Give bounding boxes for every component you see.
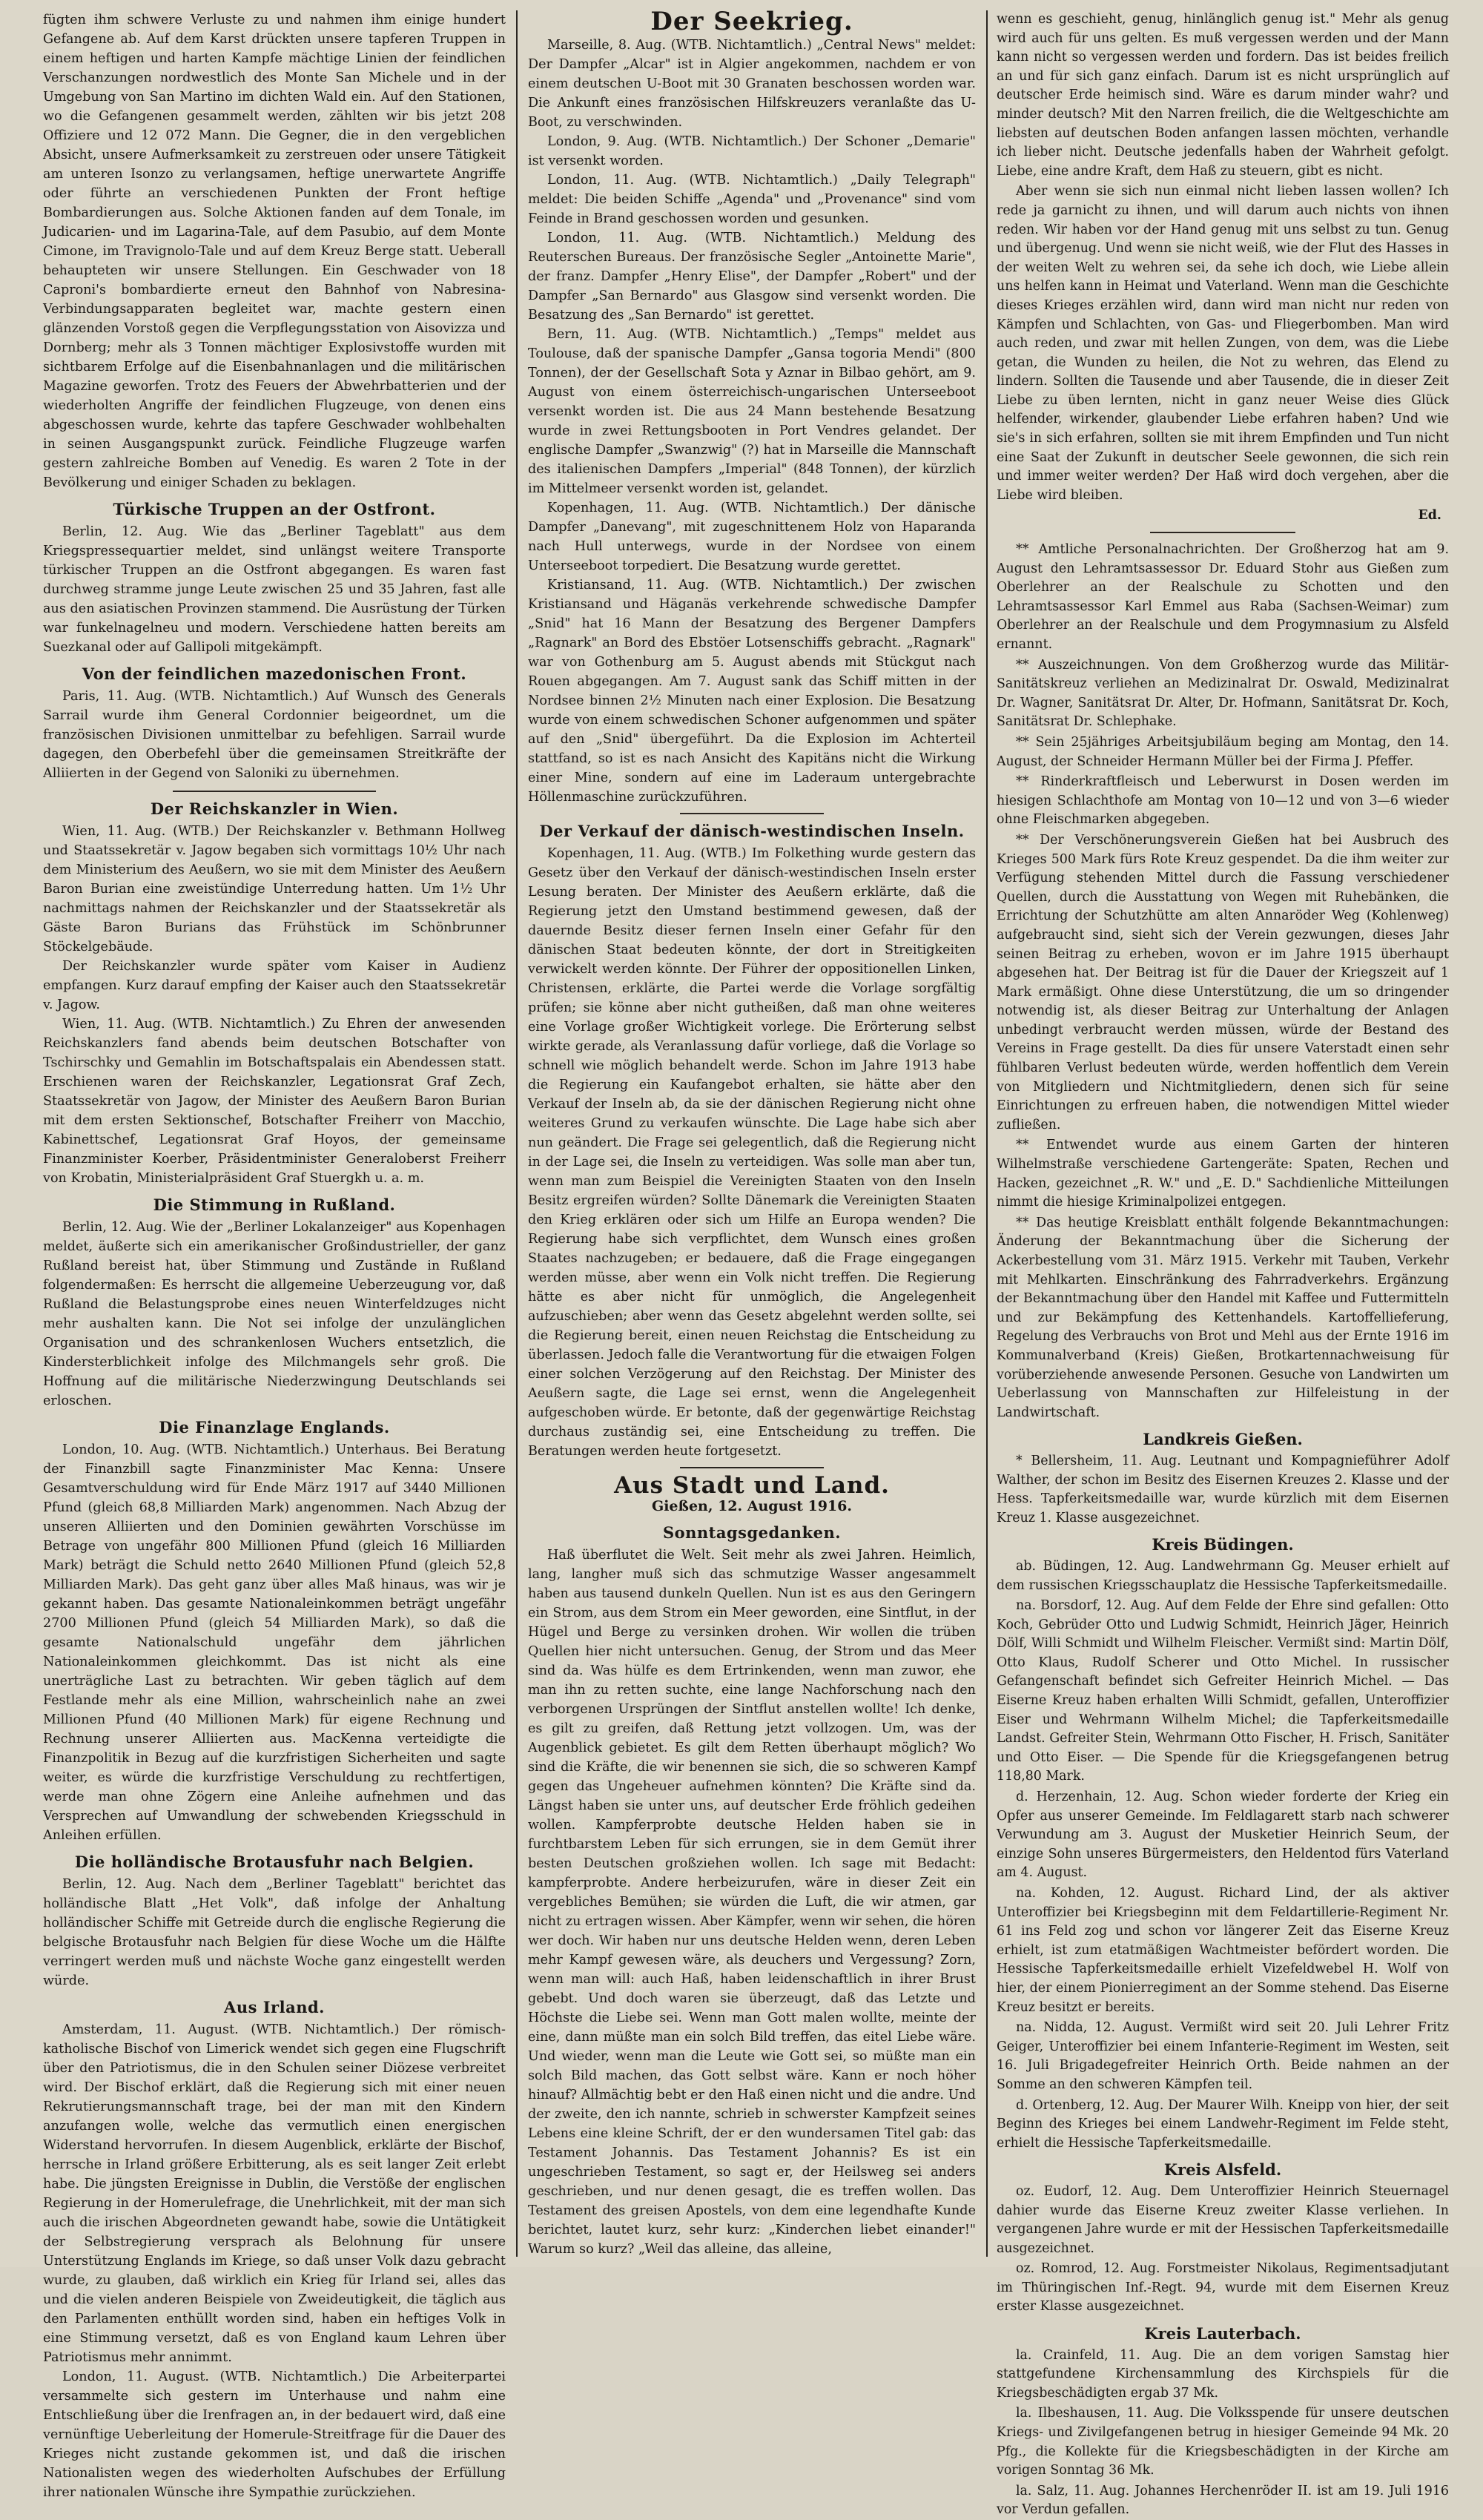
separator-rule xyxy=(680,1467,823,1468)
headline-aus-irland: Aus Irland. xyxy=(224,1998,325,2016)
headline-landkreis-giessen: Landkreis Gießen. xyxy=(1143,1430,1303,1449)
article-seekrieg-3: London, 11. Aug. (WTB. Nichtamtlich.) „Daily Telegraph" meldet: Die beiden Schiffe „Agenda" und „Provenance" sind vom Feinde in Brand geschossen worden und gesunken. xyxy=(528,173,976,226)
notice-arbeitsjubilaeum: ** Sein 25jähriges Arbeitsjubiläum beging am Montag, den 14. August, der Schneider Hermann Müller bei der Firma J. Pfeffer. xyxy=(997,734,1449,769)
notice-verschoenerungsverein: ** Der Verschönerungsverein Gießen hat bei Ausbruch des Krieges 500 Mark fürs Rote Kreuz gespendet. Da die ihm weiter zur Verfügung stehenden Mittel durch die Fassung verschiedener Quellen, durch die Ausstattung von Wegen mit Ruhebänken, die Errichtung der Schutzhütte am alten Annaröder Weg (Kohlenweg) aufgebraucht sind, sieht sich der Verein gezwungen, dieses Jahr seinen Beitrag zu erheben, wovon er im Jahre 1915 überhaupt abgesehen hat. Der Beitrag ist für die Dauer der Kriegszeit auf 1 Mark ermäßigt. Ohne diese Unterstützung, die um so dringender notwendig ist, als dieser Beitrag zur Unterhaltung der Anlagen unbedingt verbraucht werden müssen, würde der Bestand des Vereins in Frage gestellt. Da dies für unsere Vaterstadt einen sehr fühlbaren Verlust bedeuten würde, werden hoffentlich dem Verein von Mitgliedern und Nichtmitgliedern, denen sich für seine Einrichtungen zu erfreuen haben, die notwendigen Mittel wieder zufließen. xyxy=(997,832,1449,1132)
notice-romrod: oz. Romrod, 12. Aug. Forstmeister Nikolaus, Regimentsadjutant im Thüringischen Inf.-Regt. 94, wurde mit dem Eisernen Kreuz erster Klasse ausgezeichnet. xyxy=(997,2261,1449,2315)
headline-verkauf-inseln: Der Verkauf der dänisch-westindischen Inseln. xyxy=(539,822,965,840)
notice-buedingen: ab. Büdingen, 12. Aug. Landwehrmann Gg. Meuser erhielt auf dem russischen Kriegsschauplatz die Hessische Tapferkeitsmedaille. xyxy=(997,1558,1449,1593)
article-reichskanzler-1: Wien, 11. Aug. (WTB.) Der Reichskanzler v. Bethmann Hollweg und Staatssekretär v. Jagow begaben sich vormittags 10½ Uhr nach dem Ministerium des Aeußern, wo sie mit dem Minister des Aeußern Baron Burian eine zweistündige Unterredung hatten. Um 1½ Uhr nachmittags nahmen der Reichskanzler und der Staatssekretär als Gäste Baron Burians das Frühstück im Schönbrunner Stöckelgebäude. xyxy=(43,824,506,954)
notice-borsdorf: na. Borsdorf, 12. Aug. Auf dem Felde der Ehre sind gefallen: Otto Koch, Gebrüder Otto und Ludwig Schmidt, Heinrich Jäger, Heinrich Dölf, Willi Schmidt und Wilhelm Fleischer. Vermißt sind: Martin Dölf, Otto Klaus, Rudolf Scherer und Otto Michel. In russischer Gefangenschaft befindet sich Gefreiter Heinrich Michel. — Das Eiserne Kreuz haben erhalten Willi Schmidt, gefallen, Unteroffizier Eiser und Wehrmann Wilhelm Michel; die Tapferkeitsmedaille Landst. Gefreiter Stein, Wehrmann Otto Fischer, H. Frisch, Sanitäter und Otto Eiser. — Die Spende für die Kriegsgefangenen betrug 118,80 Mark. xyxy=(997,1598,1449,1784)
notice-salz: la. Salz, 11. Aug. Johannes Herchenröder II. ist am 19. Juli 1916 vor Verdun gefallen. xyxy=(997,2483,1449,2518)
notice-personalnachrichten: ** Amtliche Personalnachrichten. Der Großherzog hat am 9. August den Lehramtsassessor Dr. Eduard Stohr aus Gießen zum Oberlehrer an der Realschule zu Schotten und den Lehramtsassessor Karl Emmel aus Raba (Sachsen-Weimar) zum Oberlehrer an der Realschule und dem Progymnasium zu Alsfeld ernannt. xyxy=(997,542,1449,652)
notice-auszeichnungen: ** Auszeichnungen. Von dem Großherzog wurde das Militär-Sanitätskreuz verliehen an Medizinalrat Dr. Oswald, Medizinalrat Dr. Wagner, Sanitätsrat Dr. Alter, Dr. Hofmann, Sanitätsrat Dr. Koch, Sanitätsrat Dr. Schlephake. xyxy=(997,657,1449,730)
article-continuation-italy: fügten ihm schwere Verluste zu und nahmen ihm einige hundert Gefangene ab. Auf dem Karst drückten unsere tapferen Truppen in einem heftigen und harten Kampfe mächtige Linien der feindlichen Verschanzungen nordwestlich des Monte San Michele und in der Umgebung von San Martino im dichten Wald ein. Auf den Stationen, wo die Gefangenen gesammelt werden, zählten wir bis jetzt 208 Offiziere und 12 072 Mann. Die Gegner, die in den vergeblichen Absicht, unsere Aufmerksamkeit zu zerstreuen oder unsere Tätigkeit am unteren Isonzo zu verlangsamen, heftige unerwartete Angriffe oder führte an verschiedenen Punkten der Front heftige Bombardierungen aus. Solche Aktionen fanden auf dem Tonale, im Judicarien- und im Lagarina-Tale, auf dem Pasubio, auf dem Monte Cimone, im Travignolo-Tale und auf dem Kreuz Berge statt. Ueberall behaupteten wir unsere Stellungen. Ein Geschwader von 18 Caproni's bombardierte erneut den Bahnhof von Nabresina-Verbindungsapparaten begleitet war, machte gestern einen glänzenden Vorstoß gegen die Verpflegungsstation von Aisovizza und Dornberg; mehr als 3 Tonnen mächtiger Explosivstoffe wurden mit sichtbarem Erfolge auf die Eisenbahnanlagen und die militärischen Magazine geworfen. Trotz des Feuers der Abwehrbatterien und der wiederholten Angriffe der feindlichen Flugzeuge, von denen eins abgeschossen wurde, kehrte das tapfere Geschwader wohlbehalten in seinen Ausgangspunkt zurück. Feindliche Flugzeuge warfen gestern zahlreiche Bomben auf Venedig. Es waren 2 Tote in der Bevölkerung und einiger Schaden zu beklagen. xyxy=(43,13,506,490)
notice-kreisblatt: ** Das heutige Kreisblatt enthält folgende Bekanntmachungen: Änderung der Bekanntmachung über die Sicherung der Ackerbestellung vom 31. März 1915. Verkehr mit Tauben, Verkehr mit Mehlkarten. Einschränkung des Fahrradverkehrs. Ergänzung der Bekanntmachung über den Handel mit Kaffee und Futtermitteln und zur Bekämpfung des Kettenhandels. Kartoffellieferung, Regelung des Verbrauchs von Brot und Mehl aus der Ernte 1916 im Kommunalverband (Kreis) Gießen, Brotkartennachweisung für vorüberziehende anwesende Personen. Gesuche von Landwirten um Ueberlassung von Mannschaften zur Hilfeleistung in der Landwirtschaft. xyxy=(997,1215,1449,1420)
author-mark: Ed. xyxy=(1418,508,1441,524)
headline-reichskanzler-wien: Der Reichskanzler in Wien. xyxy=(150,799,399,818)
separator-rule xyxy=(1150,532,1295,533)
column-3 xyxy=(997,10,1449,2518)
headline-seekrieg: Der Seekrieg. xyxy=(650,7,853,36)
notice-nidda: na. Nidda, 12. August. Vermißt wird seit 20. Juli Lehrer Fritz Geiger, Unteroffizier bei einem Infanterie-Regiment im Westen, seit 16. Juli Brigadegefreiter Heinrich Orth. Beide nahmen an der Somme an den schweren Kämpfen teil. xyxy=(997,2020,1449,2092)
article-aus-irland-2: London, 11. August. (WTB. Nichtamtlich.) Die Arbeiterpartei versammelte sich gestern im Unterhause und nahm eine Entschließung über die Irenfragen an, in der bedauert wird, daß eine vernünftige Ueberleitung der Homerule-Streitfrage für die Dauer des Krieges nicht zustande gekommen ist, und daß die irischen Nationalisten wegen des wiederholten Aufschubes der Erfüllung ihrer nationalen Wünsche ihre Sympathie zurückziehen. xyxy=(43,2369,506,2500)
notice-crainfeld: la. Crainfeld, 11. Aug. Die an dem vorigen Samstag hier stattgefundene Kirchensammlung des Kirchspiels für die Kriegsbeschädigten ergab 37 Mk. xyxy=(997,2347,1449,2401)
headline-brotausfuhr-belgien: Die holländische Brotausfuhr nach Belgien. xyxy=(74,1853,475,1871)
column-divider xyxy=(516,10,518,2257)
notice-ilbeshausen: la. Ilbeshausen, 11. Aug. Die Volksspende für unsere deutschen Kriegs- und Zivilgefangenen betrug in hiesiger Gemeinde 94 Mk. 20 Pfg., die Kollekte für die Kriegsbeschädigten in der Kirche am vorigen Sonntag 36 Mk. xyxy=(997,2406,1449,2478)
notice-ortenberg: d. Ortenberg, 12. Aug. Der Maurer Wilh. Kneipp von hier, der seit Beginn des Krieges bei einem Landwehr-Regiment im Felde steht, erhielt die Hessische Tapferkeitsmedaille. xyxy=(997,2097,1449,2151)
notice-rinderkraftfleisch: ** Rinderkraftfleisch und Leberwurst in Dosen werden im hiesigen Schlachthofe am Montag von 10—12 und von 3—6 wieder ohne Fleischmarken abgegeben. xyxy=(997,774,1449,828)
article-verkauf-inseln: Kopenhagen, 11. Aug. (WTB.) Im Folkething wurde gestern das Gesetz über den Verkauf der dänisch-westindischen Inseln erster Lesung beraten. Der Minister des Aeußern erklärte, daß die Regierung jetzt den Umstand bestimmend gewesen, daß der dauernde Besitz dieser fernen Inseln einer Gefahr für den dänischen Staat bedeuten könnte, der dort in Streitigkeiten verwickelt werden könnte. Der Führer der oppositionellen Linken, Christensen, erklärte, die Partei werde die Vorlage sorgfältig prüfen; sie könne aber nicht gutheißen, daß man ohne weiteres eine Vorlage großer Wichtigkeit vorlege. Die Erörterung selbst wirkte gerade, als Veranlassung dafür vorliege, daß die Vorlage so schnell wie möglich behandelt werde. Schon im Jahre 1913 habe die Regierung ein Kaufangebot erhalten, sie hätte aber den Verkauf der Inseln ab, da sie der dänischen Regierung nicht ohne weiteres Grund zu verkaufen wünschte. Die Lage habe sich aber nun geändert. Die Frage sei gelegentlich, daß die Regierung nicht in der Lage sei, die Inseln zu verteidigen. Was solle man aber tun, wenn man zum Beispiel die Vereinigten Staaten von den Inseln Besitz ergreifen würden? Sollte Dänemark die Vereinigten Staaten den Krieg erklären oder sich um Hilfe an Europa wenden? Die Regierung habe sich verpflichtet, dem Wunsch eines großen Staates nachzugeben; er bedauere, daß die Frage eingegangen werden müsse, aber wenn ein Volk nicht treffen. Die Regierung hätte es aber nicht für unmöglich, die Angelegenheit aufzuschieben; aber wenn das Gesetz abgelehnt werden sollte, sei die Regierung bereit, einen neuen Reichstag die Entscheidung zu überlassen. Jedoch falle die Verantwortung für die etwaigen Folgen einer solchen Verzögerung auf den Reichstag. Der Minister des Aeußern sagte, die Lage sei ernst, wenn die Angelegenheit aufgeschoben würde. Er betonte, daß der gegenwärtige Reichstag durchaus zuständig sei, eine Entscheidung zu treffen. Die Beratungen werden heute fortgesetzt. xyxy=(528,846,976,1459)
article-seekrieg-5: Bern, 11. Aug. (WTB. Nichtamtlich.) „Temps" meldet aus Toulouse, daß der spanische Dampfer „Gansa togoria Mendi" (800 Tonnen), der der Gesellschaft Sota y Aznar in Bilbao gehört, am 9. August von einem österreichisch-ungarischen Unterseeboot versenkt worden ist. Die aus 24 Mann bestehende Besatzung wurde in zwei Rettungsbooten in Port Vendres gelandet. Der englische Dampfer „Swanzwig" (?) hat in Marseille die Mannschaft des italienischen Dampfers „Imperial" (848 Tonnen), der kürzlich im Mittelmeer versenkt worden ist, gelandet. xyxy=(528,327,976,496)
article-seekrieg-7: Kristiansand, 11. Aug. (WTB. Nichtamtlich.) Der zwischen Kristiansand und Häganäs verkehrende schwedische Dampfer „Snid" hat 16 Mann der Besatzung des Bergener Dampfers „Ragnark" an Bord des Ebstöer Lotsenschiffs gebracht. „Ragnark" war von Gothenburg am 5. August abends mit Stückgut nach Rouen abgegangen. Am 7. August sank das Schiff mitten in der Nordsee binnen 2½ Minuten nach einer Explosion. Die Besatzung wurde von einem schwedischen Schoner aufgenommen und später auf den „Snid" übergeführt. Da die Explosion im Achterteil stattfand, so ist es nach Ansicht des Kapitäns nicht die Wirkung einer Mine, sondern auf eine im Laderaum untergebrachte Höllenmaschine zurückzuführen. xyxy=(528,578,976,805)
notice-herzenhain: d. Herzenhain, 12. Aug. Schon wieder forderte der Krieg ein Opfer aus unserer Gemeinde. Im Feldlagarett starb nach schwerer Verwundung am 3. August der Musketier Heinrich Seum, der einzige Sohn unseres Bürgermeisters, den Heldentod fürs Vaterland am 4. August. xyxy=(997,1790,1449,1881)
article-tuerkische-truppen: Berlin, 12. Aug. Wie das „Berliner Tageblatt" aus dem Kriegspressequartier meldet, sind unlängst weitere Transporte türkischer Truppen an die Ostfront abgegangen. Es waren fast durchweg stramme junge Leute zwischen 25 und 35 Jahren, fast alle aus den asiatischen Provinzen stammend. Die Ausrüstung der Türken war funkelnagelneu und modern. Verschiedene hatten bereits am Suezkanal oder auf Gallipoli mitgekämpft. xyxy=(43,524,506,655)
headline-sonntagsgedanken: Sonntagsgedanken. xyxy=(662,1523,842,1542)
article-seekrieg-1: Marseille, 8. Aug. (WTB. Nichtamtlich.) „Central News" meldet: Der Dampfer „Alcar" ist in Algier angekommen, nachdem er von einem deutschen U-Boot mit 30 Granaten beschossen worden war. Die Ankunft eines französischen Hilfskreuzers veranlaßte das U-Boot, zu verschwinden. xyxy=(528,38,976,130)
article-reichskanzler-3: Wien, 11. Aug. (WTB. Nichtamtlich.) Zu Ehren der anwesenden Reichskanzlers fand abends beim deutschen Botschafter von Tschirschky und Gemahlin im Botschaftspalais ein Abendessen statt. Erschienen waren der Reichskanzler, Legationsrat Graf Zech, Staatssekretär von Jagow, der Minister des Aeußern Baron Burian mit dem ersten Sektionschef, Botschafter Freiherr von Macchio, Kabinettschef, Legationsrat Graf Hoyos, der gemeinsame Finanzminister Koerber, Präsidentminister Generaloberst Freiherr von Krobatin, Ministerialpräsident Graf Stuergkh u. a. m. xyxy=(43,1017,506,1186)
section-title-stadt-und-land: Aus Stadt und Land. xyxy=(614,1472,890,1499)
separator-rule xyxy=(680,813,823,814)
article-reichskanzler-2: Der Reichskanzler wurde später vom Kaiser in Audienz empfangen. Kurz darauf empfing der Kaiser auch den Staatssekretär v. Jagow. xyxy=(43,959,506,1012)
notice-kohden: na. Kohden, 12. August. Richard Lind, der als aktiver Unteroffizier bei Kriegsbeginn mit dem Feldartillerie-Regiment Nr. 61 ins Feld zog und schon vor längerer Zeit das Eiserne Kreuz erhielt, ist zum etatmäßigen Wachtmeister befördert worden. Die Hessische Tapferkeitsmedaille erhielt Vizefeldwebel H. Wolf von hier, der einem Pionierregiment an der Somme stehend. Das Eiserne Kreuz besitzt er bereits. xyxy=(997,1886,1449,2015)
article-seekrieg-4: London, 11. Aug. (WTB. Nichtamtlich.) Meldung des Reuterschen Bureaus. Der französische Segler „Antoinette Marie", der franz. Dampfer „Henry Elise", der Dampfer „Robert" und der Dampfer „San Bernardo" aus Glasgow sind versenkt worden. Die Besatzung des „San Bernardo" ist gerettet. xyxy=(528,231,976,323)
article-finanzlage-englands: London, 10. Aug. (WTB. Nichtamtlich.) Unterhaus. Bei Beratung der Finanzbill sagte Finanzminister Mac Kenna: Unsere Gesamtverschuldung wird für Ende März 1917 auf 3440 Millionen Pfund (gleich 68,8 Milliarden Mark) angenommen. Nach Abzug der unseren Alliierten und den Dominien gewährten Vorschüsse im Betrage von ungefähr 800 Millionen Pfund (gleich 16 Milliarden Mark) beträgt die Schuld netto 2640 Millionen Pfund (gleich 52,8 Milliarden Mark). Das geht ganz über alles Maß hinaus, was wir je gekannt haben. Das gesamte Nationaleinkommen beträgt ungefähr 2700 Millionen Pfund (gleich 54 Milliarden Mark), so daß die gesamte Nationalschuld ungefähr dem jährlichen Nationaleinkommen gleichkommt. Das ist nicht als eine unerträgliche Last zu betrachten. Wir geben täglich auf dem Festlande mehr als eine Million, wahrscheinlich nahe an zwei Millionen Pfund (40 Millionen Mark) für eigene Rechnung und Rechnung unserer Alliierten aus. MacKenna verteidigte die Finanzpolitik in Bezug auf die kurzfristigen Sicherheiten und sagte weiter, es würde die kurzfristige Verschuldung zu rechtfertigen, werde man ohne Zögern eine Anleihe aufnehmen und das Versprechen auf Umwandlung der schwebenden Kriegsschuld in Anleihen erfüllen. xyxy=(43,1442,506,1843)
article-seekrieg-2: London, 9. Aug. (WTB. Nichtamtlich.) Der Schoner „Demarie" ist versenkt worden. xyxy=(528,134,976,168)
separator-rule xyxy=(173,791,377,792)
headline-kreis-lauterbach: Kreis Lauterbach. xyxy=(1144,2324,1301,2343)
article-mazedonische-front: Paris, 11. Aug. (WTB. Nichtamtlich.) Auf Wunsch des Generals Sarrail wurde ihm General Cordonnier beigeordnet, um die französischen Divisionen unmittelbar zu befehligen. Sarrail wurde dagegen, den Oberbefehl über die gemeinsamen Streitkräfte der Alliierten in der Gegend von Saloniki zu übernehmen. xyxy=(43,689,506,781)
notice-eudorf: oz. Eudorf, 12. Aug. Dem Unteroffizier Heinrich Steuernagel dahier wurde das Eiserne Kreuz zweiter Klasse verliehen. In vergangenen Jahre wurde er mit der Hessischen Tapferkeitsmedaille ausgezeichnet. xyxy=(997,2183,1449,2256)
headline-finanzlage-englands: Die Finanzlage Englands. xyxy=(159,1418,390,1437)
column-2 xyxy=(528,7,976,2257)
article-brotausfuhr-belgien: Berlin, 12. Aug. Nach dem „Berliner Tageblatt" berichtet das holländische Blatt „Het Volk", daß infolge der Anhaltung holländischer Schiffe mit Getreide durch die englische Regierung die belgische Brotausfuhr nach Belgien für diese Woche um die Hälfte verringert werden muß und nächste Woche ganz eingestellt werden würde. xyxy=(43,1877,506,1988)
headline-stimmung-russland: Die Stimmung in Rußland. xyxy=(153,1195,396,1214)
dateline: Gießen, 12. August 1916. xyxy=(651,1498,852,1514)
headline-tuerkische-truppen: Türkische Truppen an der Ostfront. xyxy=(113,500,436,518)
article-aus-irland-1: Amsterdam, 11. August. (WTB. Nichtamtlich.) Der römisch-katholische Bischof von Limerick wendet sich gegen eine Flugschrift über den Patriotismus, die in den Schulen seiner Diözese verbreitet wird. Der Bischof erklärt, daß die Regierung sich mit einer neuen Rekrutierungsmannschaft trage, bei der man mit den Kindern anzufangen wolle, welche das vermutlich einen energischen Widerstand hervorrufen. In diesem Augenblick, erklärte der Bischof, herrsche in Irland größere Erbitterung, als es seit langer Zeit erlebt habe. Die jüngsten Ereignisse in Dublin, die Verstöße der englischen Regierung in der Homerulefrage, die Unehrlichkeit, mit der man sich auch die irischen Abgeordneten gewandt habe, sowie die Untätigkeit der Selbstregierung versprach als Belohnung für unsere Unterstützung Englands im Kriege, so daß unser Volk dazu gebracht wurde, zu glauben, daß wirklich ein Krieg für Irland sei, alles das und die vielen anderen Beispiele von Zweideutigkeit, die täglich aus den Parlamenten enthüllt worden sind, haben ein heftiges Volk in eine Stimmung versetzt, daß es von England kaum Lehren über Patriotismus mehr annimmt. xyxy=(43,2022,506,2365)
article-sonntagsgedanken: Haß überflutet die Welt. Seit mehr als zwei Jahren. Heimlich, lang, langher muß sich das schmutzige Wasser angesammelt haben aus tausend dunkeln Quellen. Nun ist es aus den Geringern ein Strom, aus dem Strom ein Meer geworden, eine Sintflut, in der Hügel und Berge zu versinken drohen. Wir wollen die trüben Quellen hier nicht untersuchen. Genug, der Strom und das Meer sind da. Was hülfe es dem Ertrinkenden, wenn man zuwor, ehe man ihn zu retten suchte, eine lange Nachforschung nach den verborgenen Ursprüngen der Sintflut anstellen wollte! Ich denke, es gilt zu greifen, daß Rettung jetzt vollzogen. Um, was der Augenblick gebietet. Es gilt dem Retten überhaupt möglich? Wo sind die Kräfte, die wir benennen sie sich, die so schweren Kampf gegen das Ungeheuer aufnehmen könnten? Die Kräfte sind da. Längst haben sie unter uns, auf deutscher Erde fröhlich gedeihen wollen. Kampferprobte deutsche Helden haben sie in furchtbarstem Leben für sich errungen, sie in dem Gemüt ihrer besten Deutschen großziehen wollen. Ich sage mit Bedacht: kampferprobte. Andere herbeizurufen, wäre in dieser Zeit ein vergebliches Bemühen; sie würden die Luft, die wir atmen, gar nicht zu ertragen wissen. Aber Kämpfer, wenn wir sehen, die hören wer doch. Wir haben nur uns deutsche Helden wenn, deren Leben mehr Kampf gewesen wäre, als deuchers und Vergessung? Zorn, wenn man will: auch Haß, haben leidenschaftlich in ihrer Brust gebebt. Und doch waren sie überzeugt, daß das Letzte und Höchste die Liebe sei. Wenn man Gott malen wollte, meinte der eine, dann müßte man ein solch Bild treffen, das eitel Liebe wäre. Und wieder, wenn man die Leute wie Gott sei, so müßte man ein solch Bild machen, das Gott selbst wäre. Kann er noch höher hinauf? Allmächtig bebt er den Haß einen nicht und die andre. Und der zweite, den ich nannte, schrieb in schwerster Kampfzeit seines Lebens eine kleine Schrift, der er den wundersamen Titel gab: das Testament Johannis. Das Testament Johannis? Es ist ein ungeschrieben Testament, so sagt er, der Heilsweg sei anders geschrieben, und nur denen gesagt, die es treffen wollen. Das Testament des greisen Apostels, von dem eine legendhafte Kunde berichtet, lautet kurz, sehr kurz: „Kinderchen liebet einander!" Warum so kurz? „Weil das alleine, das alleine, xyxy=(528,1548,976,2257)
notice-entwendet: ** Entwendet wurde aus einem Garten der hinteren Wilhelmstraße verschiedene Gartengeräte: Spaten, Rechen und Hacken, gezeichnet „R. W." und „E. D." Sachdienliche Mitteilungen nimmt die hiesige Kriminalpolizei entgegen. xyxy=(997,1138,1449,1210)
article-stimmung-russland: Berlin, 12. Aug. Wie der „Berliner Lokalanzeiger" aus Kopenhagen meldet, äußerte sich ein amerikanischer Großindustrieller, der ganz Rußland bereist hat, über Stimmung und Zustände in Rußland folgendermaßen: Es herrscht die allgemeine Ueberzeugung vor, daß Rußland die Belastungsprobe eines neuen Winterfeldzuges nicht mehr aushalten kann. Die Not sei infolge der unzulänglichen Organisation und des schrankenlosen Wuchers entsetzlich, die Kindersterblichkeit infolge des Milchmangels sehr groß. Die Hoffnung auf die militärische Niederzwingung Deutschlands sei erloschen. xyxy=(43,1220,506,1408)
column-1 xyxy=(43,10,506,2500)
article-seekrieg-6: Kopenhagen, 11. Aug. (WTB. Nichtamtlich.) Der dänische Dampfer „Danevang", mit zugeschnittenem Holz von Haparanda nach Hull unterwegs, wurde in der Nordsee von einem Unterseeboot torpediert. Die Besatzung wurde gerettet. xyxy=(528,501,976,573)
article-sonntagsgedanken-continued: wenn es geschieht, genug, hinlänglich genug ist." Mehr als genug wird auch für uns gelten. Es muß vergessen werden und der Mann kann nicht so vergessen werden und fordern. Das ist beides freilich an und für sich ganz einfach. Darum ist es nicht ursprünglich auf deutscher Erde heimisch sind. Wäre es darum minder wahr? und minder deutsch? Mit den Narren freilich, die die Weltgeschichte am liebsten auf deutschen Boden anfangen lassen möchten, verhandle ich lieber nicht. Deutsche jedenfalls haben der Wahrheit gefolgt. Liebe, eine andre Kraft, dem Haß zu steuern, gibt es nicht. xyxy=(997,12,1449,179)
headline-kreis-alsfeld: Kreis Alsfeld. xyxy=(1163,2160,1282,2180)
article-sonntagsgedanken-continued-2: Aber wenn sie sich nun einmal nicht lieben lassen wollen? Ich rede ja garnicht zu ihnen, und will darum auch nichts von ihnen reden. Wir haben vor der Hand genug mit uns selbst zu tun. Genug und übergenug. Und wenn sie nicht weiß, wie der Flut des Hasses in der weiten Welt zu wehren sei, da sehe ich doch, wie Liebe allein uns helfen kann in Heimat und Vaterland. Wenn man die Geschichte dieses Krieges erzählen wird, dann wird man nicht nur reden von Kämpfen und Schlachten, von Gas- und Fliegerbomben. Man wird auch reden, und zwar mit hellen Zungen, von dem, was die Liebe getan, die Wunden zu heilen, die Not zu wehren, das Elend zu lindern. Sollten die Tausende und aber Tausende, die in dieser Zeit Liebe zu üben lernten, nicht in ganz neuer Weise dies Glück helfender, wirkender, glaubender Liebe erfahren haben? Und wie sie's in sich erfahren, sollten sie mit ihrem Empfinden und Tun nicht eine Saat der Zukunft in deutscher Seele gewonnen, die sich rein und immer weiter werden? Der Haß wird doch vergehen, aber die Liebe wird bleiben. xyxy=(997,184,1449,503)
column-divider xyxy=(986,10,988,2257)
headline-mazedonische-front: Von der feindlichen mazedonischen Front. xyxy=(82,664,467,683)
headline-kreis-buedingen: Kreis Büdingen. xyxy=(1152,1535,1294,1554)
notice-bellersheim: * Bellersheim, 11. Aug. Leutnant und Kompagnieführer Adolf Walther, der schon im Besitz des Eisernen Kreuzes 2. Klasse und der Hess. Tapferkeitsmedaille war, wurde kürzlich mit dem Eisernen Kreuz 1. Klasse ausgezeichnet. xyxy=(997,1453,1449,1525)
